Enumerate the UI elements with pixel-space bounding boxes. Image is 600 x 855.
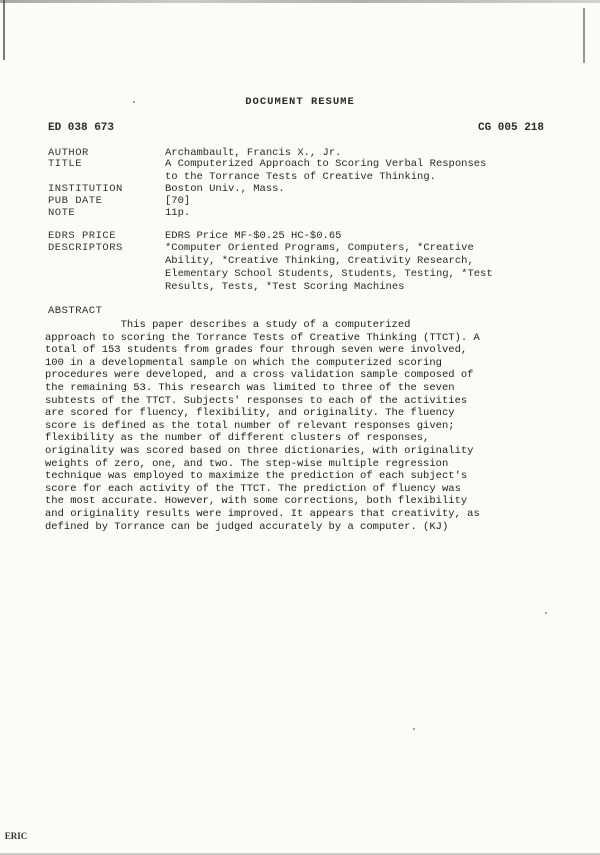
scan-speck [545,612,547,614]
field-label: AUTHOR [48,147,89,159]
scan-edge-left [3,0,5,60]
field-value: 11p. [165,207,191,219]
eric-logo-text: ERIC [5,831,27,841]
field-label: PUB DATE [48,195,103,207]
field-label: NOTE [48,207,76,219]
ed-number: ED 038 673 [48,122,115,134]
field-value: EDRS Price MF-$0.25 HC-$0.65 [165,230,342,242]
cg-number: CG 005 218 [478,122,545,134]
field-value: A Computerized Approach to Scoring Verbal Responses to the Torrance Tests of Creative Thinking. [165,158,487,183]
scan-edge-right [583,8,585,63]
field-value: [70] [165,195,191,207]
document-title: DOCUMENT RESUME [245,96,355,108]
field-label: EDRS PRICE [48,230,117,242]
field-value: Boston Univ., Mass. [165,183,285,195]
scan-edge-top [0,0,600,3]
field-label: TITLE [48,158,83,170]
field-value: *Computer Oriented Programs, Computers, *Creative Ability, *Creative Thinking, Creativity Research, Elementary School Students, Students, Testing, *Test Results, Tests, *Test Scoring Machines [165,242,493,293]
scan-speck [413,728,415,730]
field-label: INSTITUTION [48,183,123,195]
field-label: DESCRIPTORS [48,242,123,254]
eric-logo [5,826,27,844]
abstract-text: This paper describes a study of a computerized approach to scoring the Torrance Tests of Creative Thinking (TTCT). A total of 153 students from grades four through seven were involved, 100 in a developmental sample on which the computerized scoring procedures were developed, and a cross validation sample composed of the remaining 53. This research was limited to three of the seven subtests of the TTCT. Subjects' responses to each of the activities are scored for fluency, flexibility, and originality. The fluency score is defined as the total number of relevant responses given; flexibility as the number of different clusters of responses, originality was scored based on three dictionaries, with originality weights of zero, one, and two. The step-wise multiple regression technique was employed to maximize the prediction of each subject's score for each activity of the TTCT. The prediction of fluency was the most accurate. However, with some corrections, both flexibility and originality results were improved. It appears that creativity, as defined by Torrance can be judged accurately by a computer. (KJ) [45,319,480,533]
field-value: Archambault, Francis X., Jr. [165,147,342,159]
abstract-label: ABSTRACT [48,305,103,317]
